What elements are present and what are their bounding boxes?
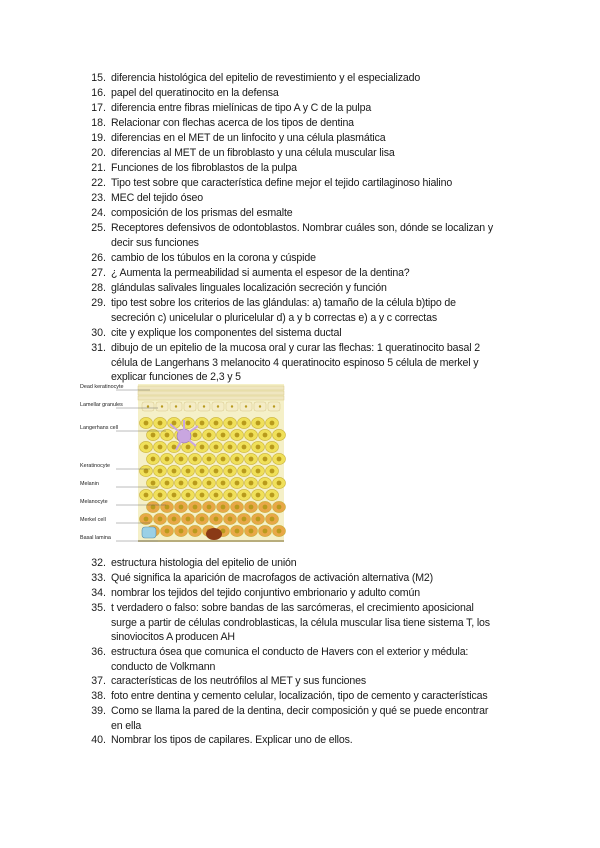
keratinocyte-nucleus [235, 505, 240, 510]
keratinocyte-nucleus [200, 445, 205, 450]
keratinocyte-nucleus [165, 481, 170, 486]
keratinocyte-nucleus [256, 421, 261, 426]
keratinocyte-nucleus [151, 433, 156, 438]
figure-label-merkel-cell: Merkel cell [80, 517, 106, 523]
keratinocyte-nucleus [242, 493, 247, 498]
keratinocyte-nucleus [277, 529, 282, 534]
figure-label-dead-keratinocyte: Dead keratinocyte [80, 384, 124, 390]
keratinocyte-nucleus [263, 481, 268, 486]
keratinocyte-nucleus [158, 445, 163, 450]
keratinocyte-nucleus [207, 433, 212, 438]
keratinocyte-nucleus [242, 517, 247, 522]
keratinocyte-nucleus [228, 517, 233, 522]
dead-keratinocyte-layer [138, 386, 284, 390]
figure-label-melanocyte: Melanocyte [80, 499, 108, 505]
keratinocyte-nucleus [242, 445, 247, 450]
figure-label-keratinocyte: Keratinocyte [80, 463, 110, 469]
figure-label-melanin: Melanin [80, 481, 99, 487]
keratinocyte-nucleus [207, 505, 212, 510]
keratinocyte-nucleus [179, 481, 184, 486]
keratinocyte-nucleus [228, 469, 233, 474]
keratinocyte-nucleus [207, 457, 212, 462]
keratinocyte-nucleus [172, 517, 177, 522]
keratinocyte-nucleus [207, 481, 212, 486]
figure-label-basal-lamina: Basal lamina [80, 535, 111, 541]
keratinocyte-nucleus [186, 469, 191, 474]
keratinocyte-nucleus [249, 433, 254, 438]
keratinocyte-nucleus [270, 445, 275, 450]
lamellar-granule [161, 405, 163, 407]
keratinocyte-nucleus [158, 493, 163, 498]
lamellar-granule [175, 405, 177, 407]
lamellar-granule [259, 405, 261, 407]
lamellar-granule [217, 405, 219, 407]
keratinocyte-nucleus [200, 517, 205, 522]
keratinocyte-nucleus [221, 505, 226, 510]
dead-keratinocyte-layer [138, 396, 284, 400]
keratinocyte-nucleus [200, 421, 205, 426]
keratinocyte-nucleus [144, 421, 149, 426]
keratinocyte-nucleus [144, 445, 149, 450]
keratinocyte-nucleus [256, 517, 261, 522]
keratinocyte-nucleus [179, 529, 184, 534]
lamellar-granule [203, 405, 205, 407]
keratinocyte-nucleus [228, 493, 233, 498]
keratinocyte-nucleus [158, 469, 163, 474]
keratinocyte-nucleus [235, 481, 240, 486]
keratinocyte-nucleus [256, 469, 261, 474]
figure-label-lamellar-granules: Lamellar granules [80, 402, 123, 408]
figure-label-langerhans-cell: Langerhans cell [80, 425, 119, 431]
keratinocyte-nucleus [193, 457, 198, 462]
keratinocyte-nucleus [270, 421, 275, 426]
keratinocyte-nucleus [193, 505, 198, 510]
dead-keratinocyte-layer [138, 391, 284, 395]
keratinocyte-nucleus [214, 445, 219, 450]
keratinocyte-nucleus [165, 433, 170, 438]
keratinocyte-nucleus [151, 457, 156, 462]
keratinocyte-nucleus [249, 457, 254, 462]
keratinocyte-nucleus [228, 445, 233, 450]
keratinocyte-nucleus [235, 529, 240, 534]
keratinocyte-nucleus [151, 505, 156, 510]
keratinocyte-nucleus [263, 505, 268, 510]
keratinocyte-nucleus [186, 421, 191, 426]
keratinocyte-nucleus [200, 469, 205, 474]
keratinocyte-nucleus [165, 505, 170, 510]
oral-epithelium-figure [80, 384, 292, 554]
keratinocyte-nucleus [277, 457, 282, 462]
lamellar-granule [147, 405, 149, 407]
keratinocyte-nucleus [186, 445, 191, 450]
keratinocyte-nucleus [186, 493, 191, 498]
keratinocyte-nucleus [179, 457, 184, 462]
keratinocyte-nucleus [179, 505, 184, 510]
keratinocyte-nucleus [186, 517, 191, 522]
keratinocyte-nucleus [263, 457, 268, 462]
keratinocyte-nucleus [270, 493, 275, 498]
epithelium-illustration [80, 384, 292, 554]
keratinocyte-nucleus [144, 493, 149, 498]
keratinocyte-nucleus [263, 433, 268, 438]
lamellar-granule [245, 405, 247, 407]
keratinocyte-nucleus [193, 433, 198, 438]
keratinocyte-nucleus [277, 433, 282, 438]
keratinocyte-nucleus [228, 421, 233, 426]
keratinocyte-nucleus [221, 433, 226, 438]
keratinocyte-nucleus [249, 505, 254, 510]
keratinocyte-nucleus [172, 493, 177, 498]
keratinocyte-nucleus [151, 481, 156, 486]
keratinocyte-nucleus [193, 481, 198, 486]
keratinocyte-nucleus [263, 529, 268, 534]
keratinocyte-nucleus [165, 529, 170, 534]
keratinocyte-nucleus [158, 421, 163, 426]
keratinocyte-nucleus [277, 481, 282, 486]
keratinocyte-nucleus [214, 493, 219, 498]
keratinocyte-nucleus [277, 505, 282, 510]
keratinocyte-nucleus [144, 517, 149, 522]
keratinocyte-nucleus [256, 445, 261, 450]
keratinocyte-nucleus [214, 469, 219, 474]
keratinocyte-nucleus [270, 469, 275, 474]
keratinocyte-nucleus [221, 481, 226, 486]
keratinocyte-nucleus [270, 517, 275, 522]
keratinocyte-nucleus [214, 517, 219, 522]
lamellar-granule [231, 405, 233, 407]
merkel-cell [142, 527, 156, 538]
keratinocyte-nucleus [249, 529, 254, 534]
keratinocyte-nucleus [214, 421, 219, 426]
keratinocyte-nucleus [242, 421, 247, 426]
keratinocyte-nucleus [144, 469, 149, 474]
keratinocyte-nucleus [193, 529, 198, 534]
keratinocyte-nucleus [158, 517, 163, 522]
keratinocyte-nucleus [165, 457, 170, 462]
keratinocyte-nucleus [200, 493, 205, 498]
keratinocyte-nucleus [172, 469, 177, 474]
keratinocyte-nucleus [235, 457, 240, 462]
keratinocyte-nucleus [242, 469, 247, 474]
melanocyte-cell [206, 528, 222, 540]
keratinocyte-nucleus [221, 457, 226, 462]
keratinocyte-nucleus [256, 493, 261, 498]
lamellar-granule [273, 405, 275, 407]
keratinocyte-nucleus [249, 481, 254, 486]
keratinocyte-nucleus [235, 433, 240, 438]
lamellar-granule [189, 405, 191, 407]
